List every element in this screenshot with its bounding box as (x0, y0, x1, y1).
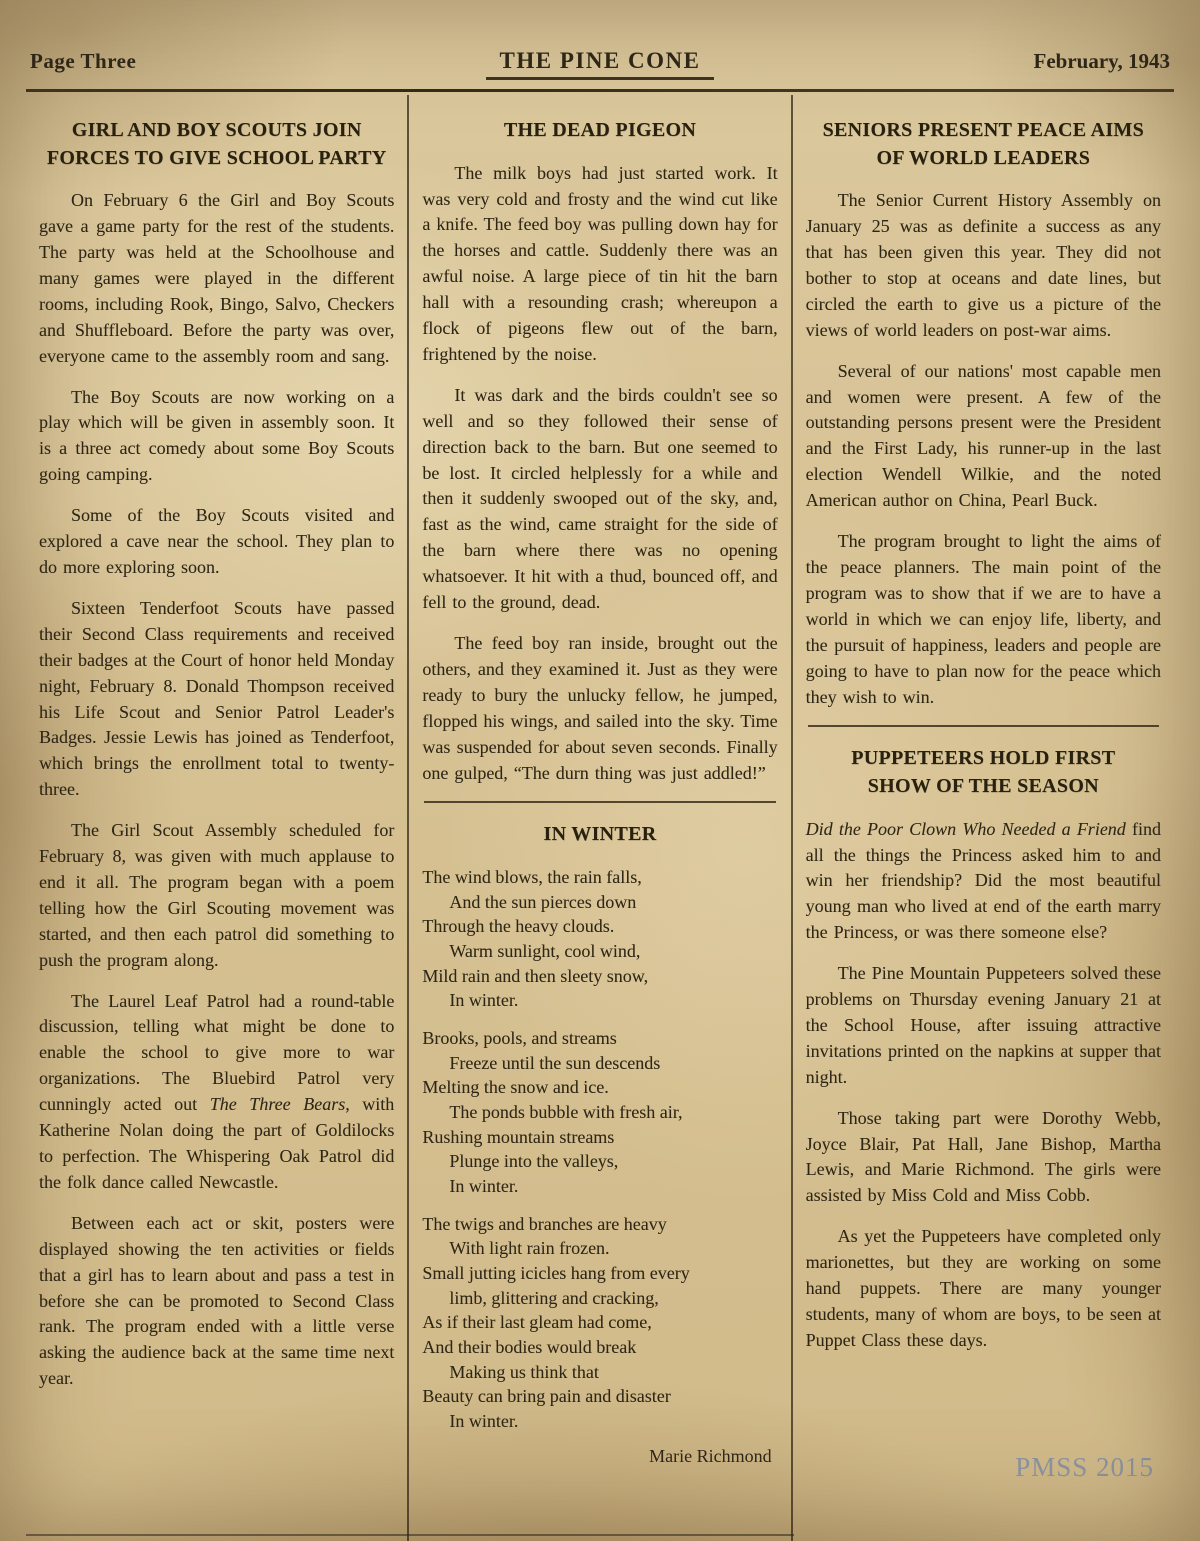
headline-line: GIRL AND BOY SCOUTS JOIN (71, 119, 362, 141)
poem-line: The wind blows, the rain falls, (422, 867, 642, 888)
poem-line: Beauty can bring pain and disaster (422, 1386, 671, 1407)
issue-date: February, 1943 (1033, 49, 1170, 73)
newspaper-title: THE PINE CONE (486, 48, 715, 80)
article-headline: THE DEAD PIGEON (503, 119, 697, 141)
poem-line: In winter. (422, 990, 519, 1011)
headline-line: OF WORLD LEADERS (876, 146, 1091, 169)
poem-line: Through the heavy clouds. (422, 916, 615, 937)
columns-container (26, 95, 1174, 1541)
italic-phrase: Did the Poor Clown Who Needed a Friend (805, 818, 1126, 839)
poem-line: In winter. (422, 1410, 519, 1431)
paragraph-text: The Laurel Leaf Patrol had a round-table discussion, telling what might be done to enable the school to give more to war organizations. The Bluebird Patrol very cunningly acted out (39, 990, 395, 1115)
stanza (422, 1026, 777, 1199)
masthead-rule (26, 89, 1174, 92)
headline-line: SENIORS PRESENT PEACE AIMS (822, 119, 1145, 141)
paragraph: The Pine Mountain Puppeteers solved these problems on Thursday evening January 21 at the School House, after issuing attractive invitations printed on the napkins at supper that night. (805, 963, 1161, 1087)
poem-line: Plunge into the valleys, (422, 1151, 619, 1172)
poem-line: Warm sunlight, cool wind, (422, 941, 641, 961)
poem-line: Small jutting icicles hang from every (422, 1262, 690, 1283)
headline-line: SHOW OF THE SEASON (867, 775, 1099, 797)
article-divider-rule (424, 801, 775, 803)
poem-author: Marie Richmond (649, 1446, 772, 1467)
column-2 (409, 95, 790, 1541)
stanza (422, 865, 777, 1013)
poem-in-winter (422, 821, 777, 1467)
poem-line: And the sun pierces down (422, 891, 637, 912)
paragraph: The milk boys had just started work. It was very cold and frosty and the wind cut like a knife. The feed boy was pulling down hay for the horses and cattle. Suddenly there was an awful noise. A large piece of tin hit the barn hall with a resounding crash; whereupon a flock of pigeons flew out of the barn, frightened by the noise. (422, 162, 778, 364)
article-dead-pigeon (422, 117, 777, 786)
poem-line: The twigs and branches are heavy (422, 1213, 667, 1234)
paragraph: The Boy Scouts are now working on a play which will be given in assembly soon. It is a three act comedy about some Boy Scouts going camping. (39, 386, 395, 485)
paragraph: Those taking part were Dorothy Webb, Joyce Blair, Pat Hall, Jane Bishop, Martha Lewis, and Marie Richmond. The girls were assisted by Miss Cold and Miss Cobb. (805, 1107, 1161, 1206)
paragraph-with-italic (806, 817, 1161, 947)
paragraph-text: find all the things the Princess asked him to and win her friendship? Did the most beautiful young man who lived at end of the earth marry the Princess, or was there someone else? (805, 818, 1161, 943)
paragraph: Sixteen Tenderfoot Scouts have passed their Second Class requirements and received their badges at the Court of honor held Monday night, February 8. Donald Thompson received his Life Scout and Senior Patrol Leader's Badges. Jessie Lewis has joined as Tenderfoot, which brings the enrollment total to twenty-three. (39, 597, 395, 800)
paragraph: On February 6 the Girl and Boy Scouts gave a game party for the rest of the students. The party was held at the Schoolhouse and many games were played in the different rooms, including Rook, Bingo, Salvo, Checkers and Shuffleboard. Before the party was over, everyone came to the assembly room and sang. (39, 190, 395, 366)
poem-line: As if their last gleam had come, (422, 1312, 652, 1333)
column-3 (793, 95, 1174, 1541)
article-headline (39, 117, 394, 172)
paragraph: The feed boy ran inside, brought out the others, and they examined it. Just as they were ready to bury the unlucky fellow, he jumped, flopped his wings, and sailed into the sky. Time was suspended for about seven seconds. Finally one gulped, “The durn thing was just addled!” (422, 633, 778, 783)
stanza (422, 1212, 777, 1434)
paragraph: It was dark and the birds couldn't see so well and so they followed their sense of direction back to the barn. But one seemed to be lost. It circled helplessly for a while and then it suddenly swooped out of the sky, and, fast as the wind, came straight for the side of the barn where there was no opening whatsoever. It hit with a thud, bounced off, and fell to the ground, dead. (422, 384, 778, 613)
poem-line: Making us think that (422, 1361, 599, 1382)
article-divider-rule (808, 725, 1159, 727)
paragraph-text: , with Katherine Nolan doing the part of Goldilocks to perfection. The Whispering Oak Patrol did the folk dance called Newcastle. (39, 1094, 395, 1192)
headline-line: FORCES TO GIVE SCHOOL PARTY (46, 146, 387, 169)
column-1 (26, 95, 407, 1541)
paragraph: The Girl Scout Assembly scheduled for February 8, was given with much applause to end it all. The program began with a poem telling how the Girl Scouting movement was started, and then each patrol did something to push the program along. (39, 820, 395, 970)
article-scouts-party (39, 117, 394, 1392)
paragraph: Some of the Boy Scouts visited and explored a cave near the school. They plan to do more exploring soon. (39, 505, 395, 577)
headline-line: PUPPETEERS HOLD FIRST (851, 747, 1116, 770)
article-seniors-peace-aims (806, 117, 1161, 710)
archive-watermark: PMSS 2015 (1015, 1452, 1154, 1482)
poem-line: Mild rain and then sleety snow, (422, 965, 649, 986)
paragraph: As yet the Puppeteers have completed only marionettes, but they are working on some hand puppets. There are many younger students, many of whom are boys, to be seen at Puppet Class these days. (805, 1226, 1161, 1350)
poem-title: IN WINTER (543, 823, 657, 846)
italic-phrase: The Three Bears (209, 1094, 346, 1115)
article-puppeteers (806, 745, 1161, 1353)
article-headline (806, 117, 1161, 172)
poem-line: The ponds bubble with fresh air, (422, 1101, 683, 1122)
poem-line: Freeze until the sun descends (422, 1052, 661, 1073)
page-number-label: Page Three (30, 49, 137, 73)
bottom-rule (26, 1534, 794, 1536)
masthead (0, 0, 1200, 80)
poem-line: In winter. (422, 1175, 519, 1196)
paragraph: The Senior Current History Assembly on January 25 was as definite a success as any that has been given this year. They did not bother to stop at oceans and date lines, but circled the earth to give us a picture of the views of world leaders on post-war aims. (805, 190, 1161, 340)
poem-line: Brooks, pools, and streams (422, 1027, 617, 1048)
paragraph: Several of our nations' most capable men and women were present. A few of the outstanding persons present were the President and the First Lady, his runner-up in the last election Wendell Wilkie, and the noted American author on China, Pearl Buck. (805, 360, 1161, 511)
poem-line: And their bodies would break (422, 1336, 637, 1357)
poem-line: With light rain frozen. (422, 1238, 610, 1259)
paragraph: The program brought to light the aims of the peace planners. The main point of the program was to show that if we are to have a world in which we can enjoy life, liberty, and the pursuit of happiness, leaders and people are going to have to plan now for the peace which they wish to win. (805, 531, 1161, 707)
poem-line: Rushing mountain streams (422, 1126, 615, 1147)
masthead-center (260, 48, 940, 80)
paragraph-with-italic (39, 989, 394, 1196)
paragraph: Between each act or skit, posters were displayed showing the ten activities or fields that a girl has to learn about and pass a test in before she can be promoted to Second Class rank. The program ended with a little verse asking the audience back at the same time next year. (39, 1212, 395, 1389)
article-headline (806, 745, 1161, 800)
poem-line: Melting the snow and ice. (422, 1077, 609, 1098)
poem-line: limb, glittering and cracking, (422, 1287, 659, 1308)
